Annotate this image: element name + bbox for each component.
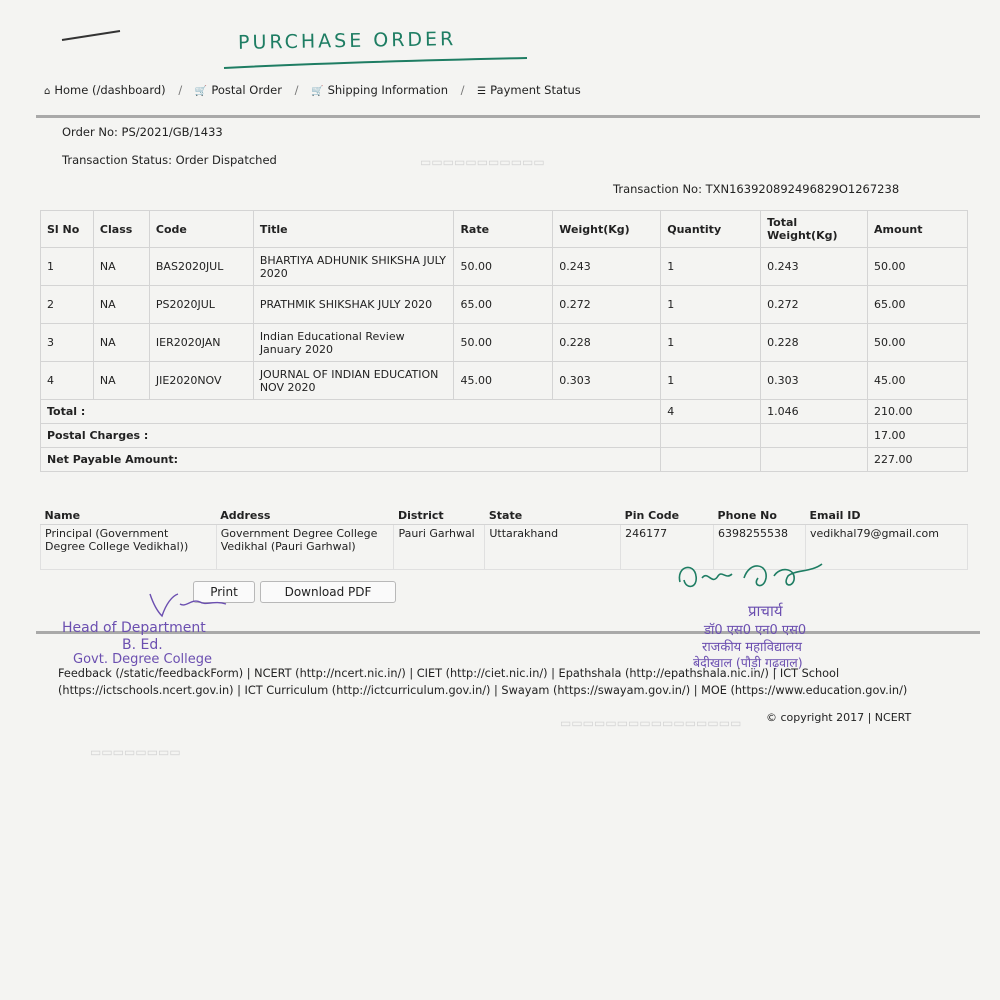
cell-total-weight: 0.243	[761, 248, 868, 286]
copyright: © copyright 2017 | NCERT	[766, 711, 912, 724]
col-header-code: Code	[149, 211, 253, 248]
cell-rate: 45.00	[454, 362, 553, 400]
cell-total-weight: 0.228	[761, 324, 868, 362]
addr-address: Government Degree College Vedikhal (Pauri Garhwal)	[216, 525, 394, 570]
breadcrumb-payment-status[interactable]: ☰ Payment Status	[477, 83, 581, 97]
divider	[36, 115, 980, 118]
postal-charges-label: Postal Charges :	[41, 424, 661, 448]
cell-sl: 2	[41, 286, 94, 324]
cell-class: NA	[93, 286, 149, 324]
col-header-weight: Weight(Kg)	[553, 211, 661, 248]
hod-stamp-line2: B. Ed.	[122, 637, 163, 653]
home-icon: ⌂	[44, 86, 51, 97]
col-header-title: Title	[253, 211, 454, 248]
cell-sl: 4	[41, 362, 94, 400]
cell-class: NA	[93, 362, 149, 400]
addr-header-pin: Pin Code	[621, 506, 714, 525]
download-pdf-button[interactable]: Download PDF	[260, 581, 396, 603]
table-row	[41, 286, 968, 324]
footer-links[interactable]: Feedback (/static/feedbackForm) | NCERT (http://ncert.nic.in/) | CIET (http://ciet.nic.in/) | Epathshala (http://epathshala.nic.in/) | ICT School (https://ictschools.ncert.gov.in) | ICT Curriculum (http://ictcurriculum.gov.in/) | Swayam (https://swayam.gov.in/) | MOE (https://www.education.gov.in/)	[58, 667, 908, 697]
bleed-through-text: ▭▭▭▭▭▭▭▭▭▭▭▭▭▭▭▭	[560, 716, 742, 730]
hod-stamp-line1: Head of Department	[62, 620, 206, 636]
postal-charges-row	[41, 424, 968, 448]
addr-phone: 6398255538	[714, 525, 806, 570]
bleed-through-text: ▭▭▭▭▭▭▭▭	[90, 745, 181, 759]
addr-header-phone: Phone No	[714, 506, 806, 525]
col-header-class: Class	[93, 211, 149, 248]
cell-weight: 0.272	[553, 286, 661, 324]
breadcrumb-separator: /	[460, 83, 465, 97]
print-button[interactable]: Print	[193, 581, 255, 603]
breadcrumb	[44, 83, 581, 97]
cell-amount: 50.00	[868, 248, 968, 286]
cell-weight: 0.228	[553, 324, 661, 362]
total-row	[41, 400, 968, 424]
handwritten-title: PURCHASE ORDER	[237, 28, 457, 54]
cell-code: PS2020JUL	[149, 286, 253, 324]
cell-total-weight: 0.272	[761, 286, 868, 324]
addr-header-name: Name	[41, 506, 217, 525]
addr-header-address: Address	[216, 506, 394, 525]
cell-amount: 45.00	[868, 362, 968, 400]
postal-charges-amount: 17.00	[868, 424, 968, 448]
order-number: Order No: PS/2021/GB/1433	[62, 125, 223, 139]
cell-rate: 50.00	[454, 324, 553, 362]
cell-weight: 0.303	[553, 362, 661, 400]
transaction-number: Transaction No: TXN163920892496829O1267238	[613, 182, 900, 196]
addr-header-email: Email ID	[806, 506, 968, 525]
total-quantity: 4	[661, 400, 761, 424]
col-header-quantity: Quantity	[661, 211, 761, 248]
addr-header-state: State	[485, 506, 621, 525]
bleed-through-text: ▭▭▭▭▭▭▭▭▭▭▭	[420, 155, 545, 169]
cell-code: IER2020JAN	[149, 324, 253, 362]
breadcrumb-postal-order[interactable]: 🛒 Postal Order	[194, 83, 282, 97]
breadcrumb-separator: /	[294, 83, 299, 97]
table-row	[41, 324, 968, 362]
cell-title: BHARTIYA ADHUNIK SHIKSHA JULY 2020	[253, 248, 454, 286]
addr-name: Principal (Government Degree College Vedikhal))	[41, 525, 217, 570]
principal-stamp-line3: राजकीय महाविद्यालय	[702, 640, 802, 655]
addr-email: vedikhal79@gmail.com	[806, 525, 968, 570]
addr-district: Pauri Garhwal	[394, 525, 485, 570]
handwritten-underline	[222, 52, 532, 72]
principal-stamp-line1: प्राचार्य	[748, 602, 783, 620]
cell-amount: 65.00	[868, 286, 968, 324]
col-header-total-weight: Total Weight(Kg)	[761, 211, 868, 248]
col-header-rate: Rate	[454, 211, 553, 248]
breadcrumb-shipping-information[interactable]: 🛒 Shipping Information	[311, 83, 448, 97]
cell-class: NA	[93, 324, 149, 362]
principal-stamp-line4: बेदीखाल (पौड़ी गढ़वाल)	[693, 655, 803, 670]
cell-quantity: 1	[661, 362, 761, 400]
table-row	[41, 362, 968, 400]
table-header-row	[41, 211, 968, 248]
cell-rate: 65.00	[454, 286, 553, 324]
cell-sl: 1	[41, 248, 94, 286]
list-icon: ☰	[477, 86, 487, 97]
cell-sl: 3	[41, 324, 94, 362]
address-header-row	[41, 506, 968, 525]
hod-stamp-line3: Govt. Degree College	[73, 652, 213, 667]
cell-code: JIE2020NOV	[149, 362, 253, 400]
cell-weight: 0.243	[553, 248, 661, 286]
total-weight: 1.046	[761, 400, 868, 424]
addr-header-district: District	[394, 506, 485, 525]
cell-title: Indian Educational Review January 2020	[253, 324, 454, 362]
net-payable-amount: 227.00	[868, 448, 968, 472]
table-row	[41, 248, 968, 286]
cart-icon: 🛒	[311, 86, 324, 97]
principal-signature	[672, 556, 837, 598]
cell-title: JOURNAL OF INDIAN EDUCATION NOV 2020	[253, 362, 454, 400]
principal-stamp-line2: डॉ0 एस0 एन0 एस0	[704, 623, 807, 638]
breadcrumb-home[interactable]: ⌂ Home (/dashboard)	[44, 83, 166, 97]
cell-quantity: 1	[661, 324, 761, 362]
addr-state: Uttarakhand	[485, 525, 621, 570]
cell-amount: 50.00	[868, 324, 968, 362]
col-header-sl: Sl No	[41, 211, 94, 248]
addr-pin: 246177	[621, 525, 714, 570]
cell-quantity: 1	[661, 248, 761, 286]
cell-total-weight: 0.303	[761, 362, 868, 400]
transaction-status: Transaction Status: Order Dispatched	[62, 153, 277, 167]
total-label: Total :	[41, 400, 661, 424]
total-amount: 210.00	[868, 400, 968, 424]
col-header-amount: Amount	[868, 211, 968, 248]
net-payable-label: Net Payable Amount:	[41, 448, 661, 472]
net-payable-row	[41, 448, 968, 472]
cell-code: BAS2020JUL	[149, 248, 253, 286]
order-items-table	[40, 210, 968, 472]
cell-rate: 50.00	[454, 248, 553, 286]
breadcrumb-separator: /	[178, 83, 183, 97]
pen-scribble	[60, 28, 130, 44]
cell-quantity: 1	[661, 286, 761, 324]
cell-title: PRATHMIK SHIKSHAK JULY 2020	[253, 286, 454, 324]
cart-icon: 🛒	[194, 86, 208, 97]
cell-class: NA	[93, 248, 149, 286]
